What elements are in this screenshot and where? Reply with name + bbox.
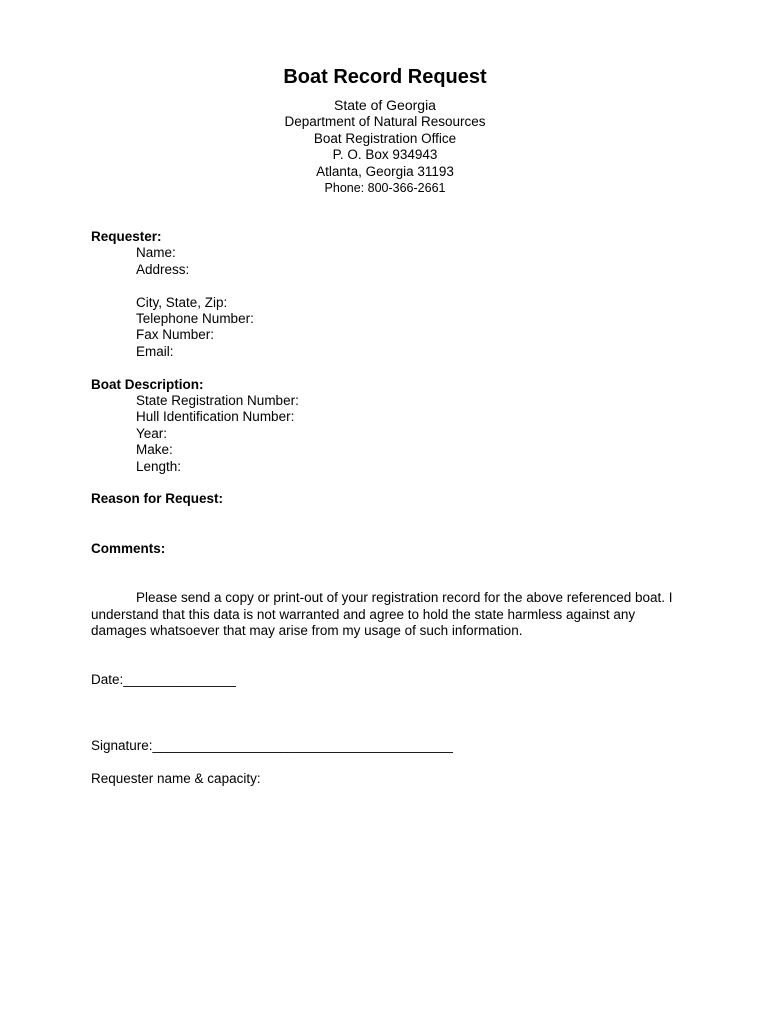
comments-section-label: Comments: bbox=[91, 540, 166, 556]
spacer bbox=[91, 475, 691, 491]
spacer bbox=[91, 557, 691, 590]
requester-section-label: Requester: bbox=[91, 229, 162, 244]
request-statement: Please send a copy or print-out of your registration record for the above referenced boat. I understand that this data is not warranted and agree to hold the state harmless against any damages whatsoever that may arise from my usage of such information. bbox=[91, 590, 673, 639]
po-box: P. O. Box 934943 bbox=[332, 147, 438, 162]
length-field: Length: bbox=[136, 458, 182, 474]
spacer bbox=[91, 689, 691, 738]
state-registration-field: State Registration Number: bbox=[136, 393, 299, 409]
make-field: Make: bbox=[136, 442, 173, 458]
requester-address-field: Address: bbox=[136, 261, 190, 277]
boat-section-label: Boat Description: bbox=[91, 376, 204, 392]
document-header bbox=[0, 64, 770, 196]
requester-name-field: Name: bbox=[136, 245, 176, 261]
form-body bbox=[91, 229, 691, 787]
requester-email-field: Email: bbox=[136, 343, 174, 359]
date-line: Date:_______________ bbox=[91, 672, 236, 688]
spacer bbox=[91, 508, 691, 541]
spacer bbox=[91, 754, 691, 770]
spacer bbox=[91, 360, 691, 376]
requester-fax-field: Fax Number: bbox=[136, 327, 215, 343]
city-address: Atlanta, Georgia 31193 bbox=[316, 163, 454, 179]
year-field: Year: bbox=[136, 425, 168, 441]
spacer bbox=[91, 639, 691, 672]
office-name: Boat Registration Office bbox=[313, 130, 457, 146]
requester-capacity-line: Requester name & capacity: bbox=[91, 770, 261, 786]
signature-line: Signature:________________________________________ bbox=[91, 737, 453, 753]
address-blank-line bbox=[91, 278, 691, 294]
hull-id-field: Hull Identification Number: bbox=[136, 409, 295, 425]
reason-section-label: Reason for Request: bbox=[91, 491, 224, 507]
department-name: Department of Natural Resources bbox=[284, 114, 486, 129]
state-name: State of Georgia bbox=[334, 97, 436, 113]
requester-city-state-zip-field: City, State, Zip: bbox=[136, 294, 228, 310]
phone-number: Phone: 800-366-2661 bbox=[324, 181, 446, 195]
document-title: Boat Record Request bbox=[283, 66, 487, 88]
requester-telephone-field: Telephone Number: bbox=[136, 311, 254, 327]
